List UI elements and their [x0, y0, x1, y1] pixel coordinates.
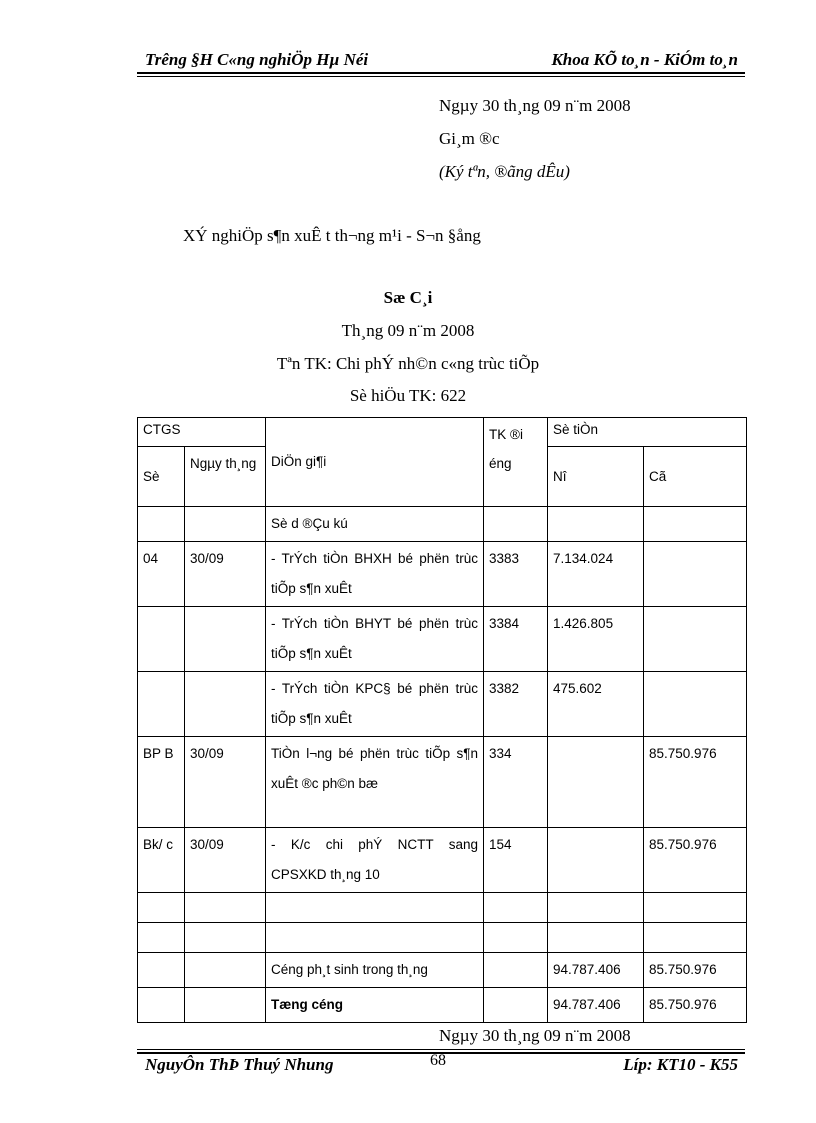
footer-rule-thin: [137, 1049, 745, 1050]
table-row: [138, 542, 747, 607]
cell-tk: 334: [484, 737, 548, 828]
cell-no: 475.602: [548, 672, 644, 737]
header-department: Khoa KÕ to¸n - KiÓm to¸n: [551, 50, 738, 69]
ledger-table: [137, 417, 747, 1023]
grand-total-no: 94.787.406: [548, 988, 644, 1023]
cell-dien-giai: - TrÝch tiÒn BHYT bé phën trùc tiÕp s¶n xuÊt: [266, 607, 484, 672]
cell-tk: 3384: [484, 607, 548, 672]
grand-total-co: 85.750.976: [644, 988, 747, 1023]
header-so: Sè: [138, 447, 185, 507]
cell-ngay: [185, 607, 266, 672]
cell-ngay: 30/09: [185, 737, 266, 828]
table-row-opening: [138, 507, 747, 542]
cell-ngay: [185, 672, 266, 737]
cell-so: Bk/ c: [138, 828, 185, 893]
cell-no: 1.426.805: [548, 607, 644, 672]
ledger-account-number: Sè hiÖu TK: 622: [349, 386, 467, 405]
cell-dien-giai: - TrÝch tiÒn KPC§ bé phën trùc tiÕp s¶n xuÊt: [266, 672, 484, 737]
total-arising-co: 85.750.976: [644, 953, 747, 988]
header-ctgs: CTGS: [138, 418, 266, 447]
cell-dien-giai: TiÒn l¬ng bé phën trùc tiÕp s¶n xuÊt ®c ph©n bæ: [266, 737, 484, 828]
cell-no: 7.134.024: [548, 542, 644, 607]
cell-so: 04: [138, 542, 185, 607]
total-arising-no: 94.787.406: [548, 953, 644, 988]
grand-total-label: Tæng céng: [266, 988, 484, 1023]
cell-co: 85.750.976: [644, 828, 747, 893]
header-rule-thin: [137, 76, 745, 77]
table-row: [138, 737, 747, 828]
signature-bottom-date: Ngµy 30 th¸ng 09 n¨m 2008: [439, 1026, 631, 1045]
footer-class: Líp: KT10 - K55: [623, 1055, 738, 1074]
cell-so: BP B: [138, 737, 185, 828]
cell-no: [548, 737, 644, 828]
cell-co: 85.750.976: [644, 737, 747, 828]
cell-co: [644, 607, 747, 672]
page-number: 68: [430, 1052, 446, 1069]
table-header-row: [138, 418, 747, 447]
table-row-empty: [138, 923, 747, 953]
header-school: Trêng §H C«ng nghiÖp Hµ Néi: [145, 50, 369, 69]
ledger-period: Th¸ng 09 n¨m 2008: [341, 321, 475, 340]
cell-so: [138, 607, 185, 672]
ledger-account-name: Tªn TK: Chi phÝ nh©n c«ng trùc tiÕp: [276, 354, 540, 373]
header-co: Cã: [644, 447, 747, 507]
table-row: [138, 672, 747, 737]
signature-note: (Ký tªn, ®ãng dÊu): [439, 162, 570, 181]
signature-date: Ngµy 30 th¸ng 09 n¨m 2008: [439, 96, 631, 115]
header-no: Nî: [548, 447, 644, 507]
cell-tk: 3382: [484, 672, 548, 737]
cell-co: [644, 542, 747, 607]
table-row-grand-total: [138, 988, 747, 1023]
table-row: [138, 607, 747, 672]
cell-tk: 154: [484, 828, 548, 893]
opening-balance-label: Sè d ®Çu kú: [266, 507, 484, 542]
header-tk-doi-ung: TK ®i éng: [484, 418, 548, 507]
header-dien-giai: DiÖn gi¶i: [266, 418, 484, 507]
table-row: [138, 828, 747, 893]
table-row-empty: [138, 893, 747, 923]
enterprise-name: XÝ nghiÖp s¶n xuÊ t th¬ng m¹i - S¬n §ång: [183, 226, 481, 245]
total-arising-label: Céng ph¸t sinh trong th¸ng: [266, 953, 484, 988]
ledger-title: Sæ C¸i: [383, 288, 433, 307]
cell-co: [644, 672, 747, 737]
cell-ngay: 30/09: [185, 542, 266, 607]
cell-dien-giai: - K/c chi phÝ NCTT sang CPSXKD th¸ng 10: [266, 828, 484, 893]
cell-dien-giai: - TrÝch tiÒn BHXH bé phën trùc tiÕp s¶n xuÊt: [266, 542, 484, 607]
cell-no: [548, 828, 644, 893]
cell-so: [138, 672, 185, 737]
footer-author: NguyÔn ThÞ Thuý Nhung: [145, 1055, 334, 1074]
cell-ngay: 30/09: [185, 828, 266, 893]
signature-role: Gi¸m ®c: [439, 129, 500, 148]
table-row-total-arising: [138, 953, 747, 988]
header-rule: [137, 72, 745, 74]
cell-tk: 3383: [484, 542, 548, 607]
header-so-tien: Sè tiÒn: [548, 418, 747, 447]
header-ngay-thang: Ngµy th¸ng: [185, 447, 266, 507]
